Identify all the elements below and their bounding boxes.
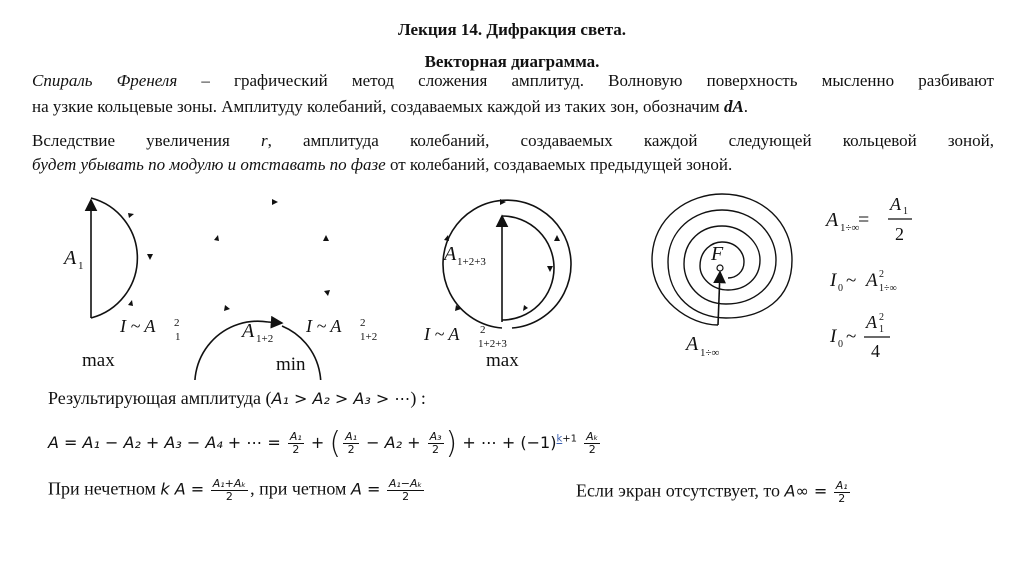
- vector-diagrams: [0, 180, 1024, 380]
- intro-line2-text: на узкие кольцевые зоны. Амплитуду колебаний, создаваемых каждой из таких зон, обозначим: [32, 97, 724, 116]
- odd-k: k: [160, 479, 170, 499]
- para2-a: Вследствие увеличения: [32, 131, 261, 150]
- mf-frac-1: [288, 431, 304, 456]
- even-eq: A =: [350, 479, 381, 499]
- intensity-2-sup: 2: [360, 317, 366, 329]
- rf3-mid: ~: [846, 326, 857, 347]
- vector-a12-arrow: [268, 322, 282, 323]
- odd-even-formula: [48, 478, 426, 503]
- rf1-lhs-sub: 1÷∞: [840, 222, 860, 234]
- intro-end: .: [743, 97, 749, 116]
- mf-f4-den: 2: [588, 443, 596, 456]
- result-label-text: Результирующая амплитуда (: [48, 388, 272, 408]
- fresnel-spiral-term: Спираль Френеля: [32, 71, 178, 90]
- rf2-lhs-sub: 0: [838, 283, 843, 294]
- rf1-eq: =: [858, 209, 870, 231]
- para2-b: , амплитуда колебаний, создаваемых каждой следующей кольцевой зоной,: [267, 131, 994, 150]
- mf-minus-a2: − A₂ +: [366, 433, 421, 452]
- rf3-den: 4: [871, 341, 880, 361]
- mf-f3-num: A₃: [429, 430, 442, 443]
- rf2-lhs: I: [830, 270, 837, 291]
- rf1-num: A: [890, 194, 901, 214]
- para2-line-1: [32, 130, 994, 152]
- even-den: 2: [402, 490, 410, 503]
- vector-a1-sub: 1: [78, 260, 84, 272]
- result-inequality: A₁ > A₂ > A₃ > ⋯: [271, 389, 411, 408]
- vector-a1-label: A: [64, 247, 77, 269]
- fresnel-spiral: [652, 194, 792, 359]
- vector-a12-sub: 1+2: [256, 333, 274, 345]
- rf3-num: A: [866, 312, 877, 332]
- intensity-3: I ~ A: [424, 324, 460, 344]
- intensity-3-sup: 2: [480, 324, 486, 336]
- vector-a123-label: A: [444, 243, 457, 265]
- mf-frac-4: [584, 431, 600, 456]
- odd-den: 2: [225, 490, 233, 503]
- rf2-rhs-sup: 2: [879, 269, 884, 280]
- screen-text: Если экран отсутствует, то: [576, 480, 785, 501]
- rf1-den: 2: [895, 224, 904, 244]
- intro-line-1: [32, 70, 994, 92]
- vector-a12-label: A: [242, 320, 255, 342]
- spiral-focus-label: F: [711, 243, 724, 265]
- mf-f4-num: Aₖ: [586, 430, 599, 443]
- vector-a123-sub: 1+2+3: [457, 256, 486, 268]
- even-num: A₁−Aₖ: [388, 477, 423, 490]
- odd-text: При нечетном: [48, 478, 161, 499]
- lecture-subtitle: Векторная диаграмма.: [424, 52, 600, 71]
- mf-f2-den: 2: [347, 443, 355, 456]
- rf3-lhs: I: [830, 326, 837, 347]
- para2-line-2: [32, 154, 994, 176]
- rf3-num-sup: 2: [879, 312, 884, 323]
- rf1-num-sub: 1: [903, 206, 908, 217]
- caption-max-2: max: [486, 350, 519, 371]
- mf-plus-one: +1: [562, 433, 578, 445]
- spiral-vector-sub: 1÷∞: [700, 347, 720, 359]
- caption-min: min: [276, 354, 306, 375]
- intro-line-2: [32, 96, 994, 118]
- rf3-num-sub: 1: [879, 324, 884, 335]
- diagram-max-2: [423, 199, 571, 371]
- spiral-vector-label: A: [686, 333, 699, 355]
- screen-eq: A∞ =: [784, 481, 828, 501]
- rf3-lhs-sub: 0: [838, 339, 843, 350]
- intensity-2-sub: 1+2: [360, 331, 378, 343]
- intensity-2: I ~ A: [306, 316, 342, 336]
- spiral-focus-point: [717, 265, 723, 271]
- right-formulas: [824, 194, 912, 361]
- rf2-rhs: A: [866, 270, 878, 291]
- even-text: , при четном: [250, 478, 351, 499]
- rf1-lhs: A: [826, 209, 839, 231]
- intensity-1: I ~ A: [120, 316, 156, 336]
- mf-k-link[interactable]: k: [556, 433, 563, 445]
- mf-frac-3: [428, 431, 444, 456]
- para2-rest: от колебаний, создаваемых предыдущей зоной.: [385, 155, 733, 174]
- intensity-3-sub: 1+2+3: [478, 338, 507, 350]
- mf-lparen: (: [329, 426, 342, 461]
- mf-f3-den: 2: [432, 443, 440, 456]
- screen-den: 2: [838, 492, 846, 505]
- intensity-1-sup: 2: [174, 317, 180, 329]
- intensity-1-sub: 1: [175, 331, 181, 343]
- result-label: [48, 388, 426, 409]
- mf-rparen: ): [445, 426, 458, 461]
- odd-eq: A =: [169, 479, 205, 499]
- screen-num: A₁: [835, 479, 848, 492]
- odd-num: A₁+Aₖ: [212, 477, 247, 490]
- lecture-title: Лекция 14. Дифракция света.: [397, 20, 627, 39]
- mf-f1-num: A₁: [289, 430, 302, 443]
- mf-tail: + ⋯ + (−1): [462, 433, 557, 452]
- dA-symbol: dA: [723, 97, 744, 116]
- diagram-max-1: [62, 198, 181, 371]
- screen-frac: [834, 480, 850, 505]
- para2-italic: будет убывать по модулю и отставать по фазе: [32, 155, 386, 174]
- mf-f1-den: 2: [292, 443, 300, 456]
- rf2-rhs-sub: 1÷∞: [879, 283, 897, 294]
- mf-start: A = A₁ − A₂ + A₃ − A₄ + ⋯ =: [48, 433, 281, 452]
- mf-frac-2: [343, 431, 359, 456]
- mf-f2-num: A₁: [345, 430, 358, 443]
- even-frac: [387, 478, 424, 503]
- intro-rest: – графический метод сложения амплитуд. Волновую поверхность мысленно разбивают: [177, 71, 994, 90]
- caption-max-1: max: [82, 350, 115, 371]
- rf2-mid: ~: [846, 270, 857, 291]
- r-symbol: r: [260, 131, 268, 150]
- screen-formula: [576, 480, 852, 505]
- result-label-end: ) :: [410, 388, 426, 408]
- diagram-min: [195, 199, 377, 380]
- mf-plus: +: [310, 433, 325, 452]
- odd-frac: [211, 478, 248, 503]
- main-formula: [48, 426, 602, 461]
